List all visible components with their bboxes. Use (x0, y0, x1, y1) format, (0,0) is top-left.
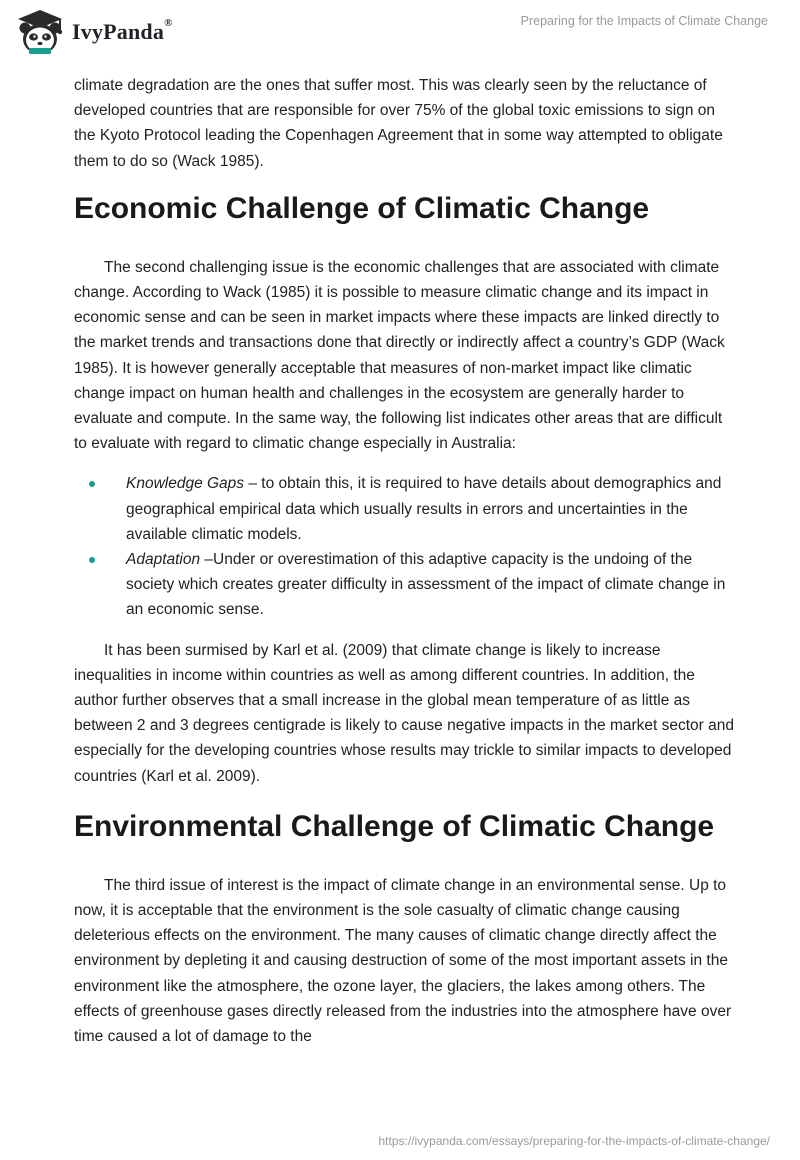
economic-paragraph: The second challenging issue is the economic challenges that are associated with climate change. According to Wack (1985) it is possible to measure climatic change and its impact in economic sense and can be seen in market impacts where these impacts are linked directly to the market trends and transactions done that directly or indirectly affect a country’s GDP (Wack 1985). It is however generally acceptable that measures of non-market impact like climatic change impact on human health and challenges in the ecosystem are generally harder to evaluate and compute. In the same way, the following list indicates other areas that are difficult to evaluate with regard to climatic change especially in Australia: (74, 258, 725, 453)
list-item-term: Knowledge Gaps (126, 475, 245, 493)
document-title: Preparing for the Impacts of Climate Change (520, 14, 768, 28)
difficulty-list (74, 471, 734, 622)
bullet-icon (89, 557, 95, 563)
environmental-paragraph: The third issue of interest is the impact of climate change in an environmental sense. Up to now, it is acceptable that the environment is the sole casualty of climatic change causing deleterious effects on the environment. The many causes of climatic change directly affect the environment by depleting it and causing destruction of some of the most important assets in the environment like the atmosphere, the ozone layer, the glaciers, the lakes among others. The effects of greenhouse gases directly released from the industries into the atmosphere have over time caused a lot of damage to the (74, 876, 732, 1046)
brand-logo[interactable] (14, 8, 173, 56)
list-item-knowledge-gaps (126, 471, 734, 547)
page-header (0, 0, 800, 62)
list-item-adaptation (126, 547, 734, 623)
heading-economic-challenge: Economic Challenge of Climatic Change (74, 191, 650, 225)
heading-environmental-challenge: Environmental Challenge of Climatic Change (74, 809, 715, 843)
brand-name: IvyPanda® (72, 17, 173, 44)
list-item-term: Adaptation (126, 551, 201, 569)
list-item-text: –Under or overestimation of this adaptive capacity is the undoing of the society which creates greater difficulty in assessment of the impact of climate change in an economic sense. (126, 551, 726, 619)
panda-graduate-icon (14, 8, 66, 56)
source-url[interactable]: https://ivypanda.com/essays/preparing-for-the-impacts-of-climate-change/ (378, 1134, 770, 1148)
bullet-icon (89, 481, 95, 487)
essay-body (74, 73, 734, 1049)
list-item-text: – to obtain this, it is required to have details about demographics and geographical empirical data which usually results in errors and uncertainties in the available climatic models. (126, 475, 722, 543)
karl-paragraph: It has been surmised by Karl et al. (2009) that climate change is likely to increase inequalities in income within countries as well as among different countries. In addition, the author further observes that a small increase in the global mean temperature of as little as between 2 and 3 degrees centigrade is likely to cause negative impacts in the market sector and especially for the developing countries whose results may trickle to similar impacts to developed countries (Karl et al. 2009). (74, 641, 734, 785)
intro-paragraph: climate degradation are the ones that suffer most. This was clearly seen by the reluctance of developed countries that are responsible for over 75% of the global toxic emissions to sign on the Kyoto Protocol leading the Copenhagen Agreement that in some way attempted to obligate them to do so (Wack 1985). (74, 77, 723, 170)
